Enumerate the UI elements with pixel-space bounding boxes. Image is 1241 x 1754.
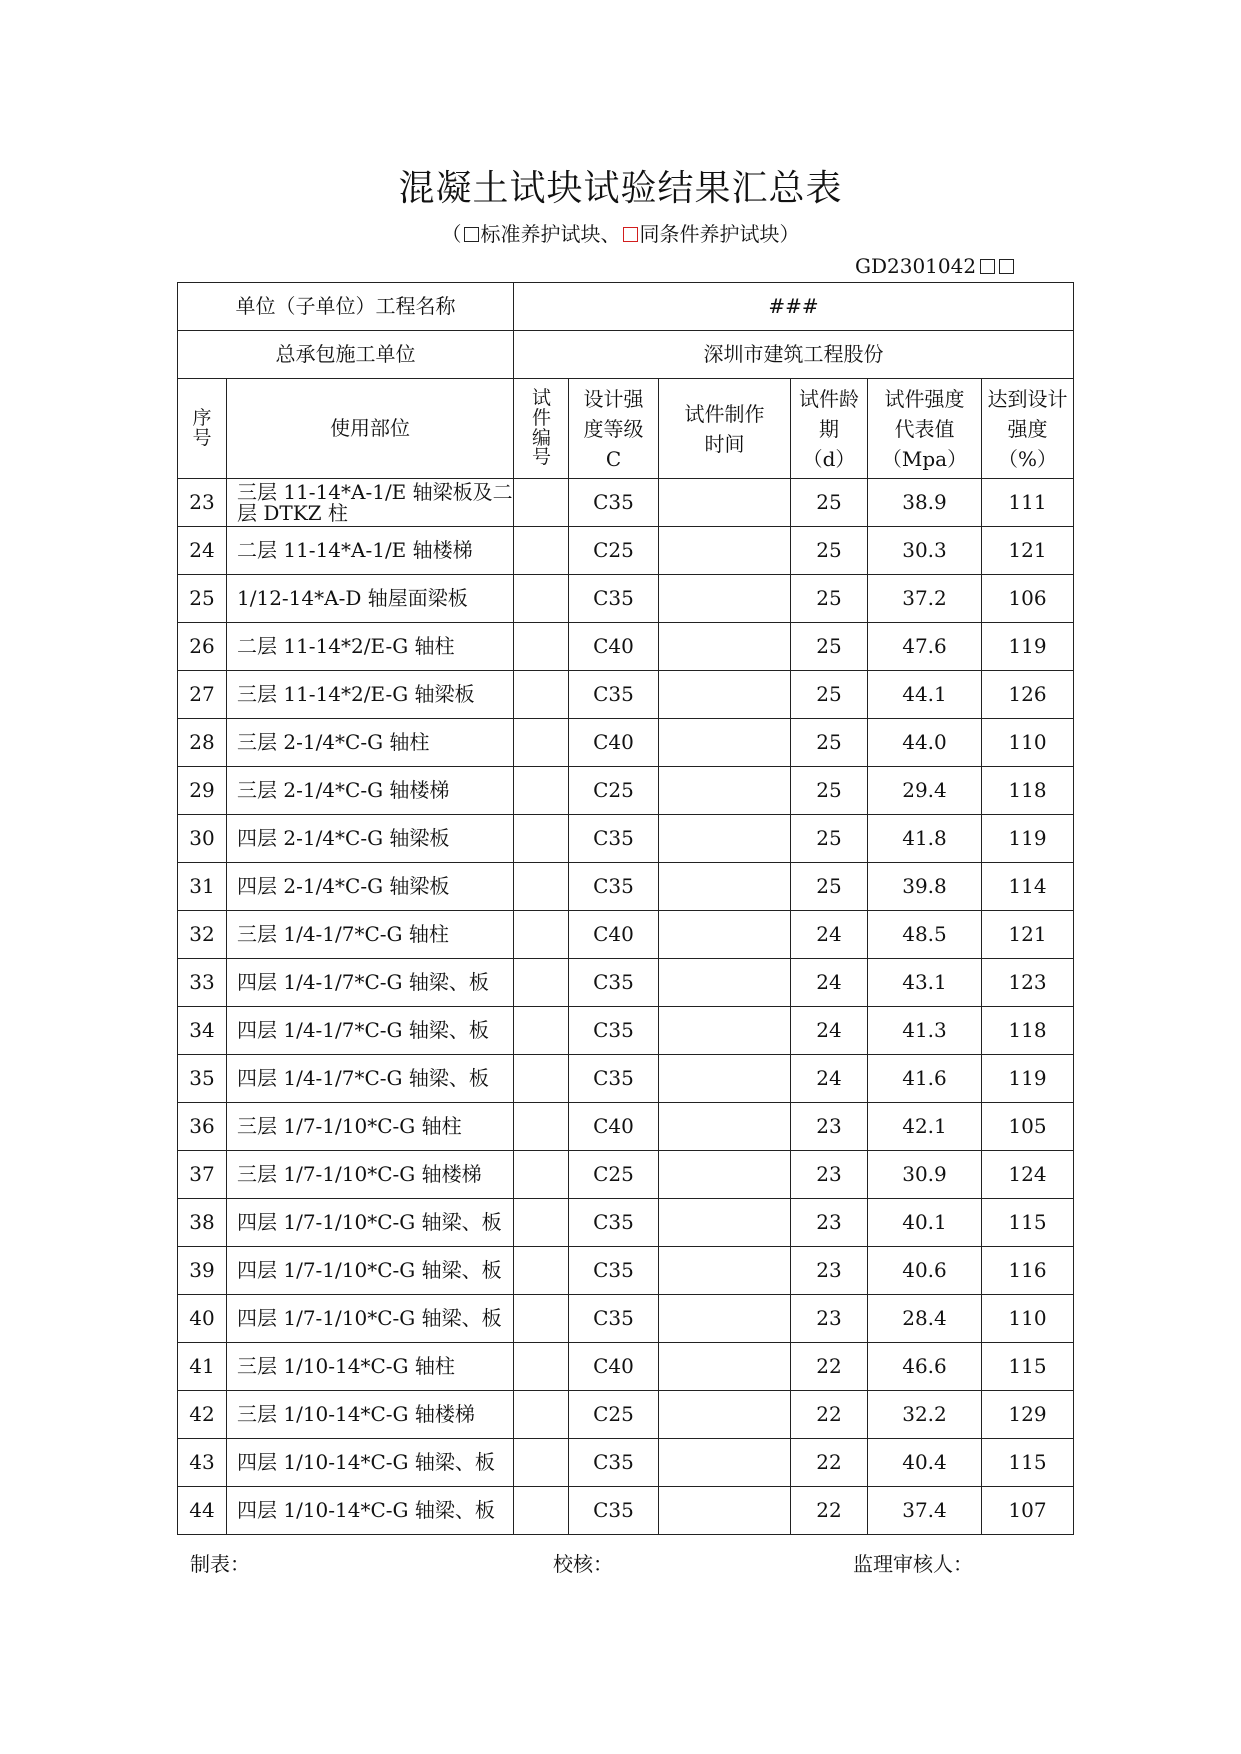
cell-strength: 40.4	[868, 1439, 982, 1487]
cell-strength: 41.3	[868, 1007, 982, 1055]
cell-percent: 124	[982, 1151, 1074, 1199]
cell-age: 22	[791, 1439, 868, 1487]
cell-make-time	[659, 1439, 791, 1487]
cell-seq: 32	[178, 911, 227, 959]
cell-location: 三层 11-14*A-1/E 轴梁板及二层 DTKZ 柱	[227, 479, 514, 527]
box-icon	[980, 259, 995, 274]
cell-age: 23	[791, 1199, 868, 1247]
cell-grade: C25	[569, 1151, 659, 1199]
cell-seq: 40	[178, 1295, 227, 1343]
cell-grade: C35	[569, 671, 659, 719]
cell-location: 四层 1/4-1/7*C-G 轴梁、板	[227, 1055, 514, 1103]
cell-strength: 28.4	[868, 1295, 982, 1343]
cell-age: 25	[791, 575, 868, 623]
cell-age: 25	[791, 863, 868, 911]
subtitle-close: ）	[779, 222, 800, 246]
cell-specimen-no	[514, 1007, 569, 1055]
cell-seq: 35	[178, 1055, 227, 1103]
cell-location: 四层 1/7-1/10*C-G 轴梁、板	[227, 1295, 514, 1343]
cell-specimen-no	[514, 1343, 569, 1391]
subtitle-standard: 标准养护试块、	[480, 222, 621, 246]
col-strength: 试件强度代表值（Mpa）	[868, 379, 982, 479]
cell-age: 25	[791, 671, 868, 719]
cell-make-time	[659, 719, 791, 767]
cell-percent: 110	[982, 1295, 1074, 1343]
col-make-time: 试件制作时间	[659, 379, 791, 479]
cell-age: 25	[791, 815, 868, 863]
cell-specimen-no	[514, 527, 569, 575]
cell-grade: C35	[569, 959, 659, 1007]
cell-location: 三层 1/4-1/7*C-G 轴柱	[227, 911, 514, 959]
cell-make-time	[659, 1343, 791, 1391]
cell-seq: 23	[178, 479, 227, 527]
cell-percent: 123	[982, 959, 1074, 1007]
footer-prepared: 制表：	[190, 1552, 250, 1576]
table-row	[178, 719, 1074, 767]
cell-grade: C25	[569, 767, 659, 815]
table-row	[178, 1151, 1074, 1199]
cell-seq: 43	[178, 1439, 227, 1487]
cell-percent: 105	[982, 1103, 1074, 1151]
cell-age: 24	[791, 1007, 868, 1055]
cell-seq: 39	[178, 1247, 227, 1295]
table-row	[178, 767, 1074, 815]
col-specimen-no: 试件编号	[514, 379, 569, 479]
subtitle	[0, 218, 1241, 247]
table-row	[178, 1487, 1074, 1535]
cell-seq: 28	[178, 719, 227, 767]
cell-age: 24	[791, 1055, 868, 1103]
cell-grade: C25	[569, 1391, 659, 1439]
footer-checked: 校核：	[553, 1552, 613, 1576]
cell-strength: 30.9	[868, 1151, 982, 1199]
cell-age: 25	[791, 719, 868, 767]
cell-specimen-no	[514, 767, 569, 815]
cell-make-time	[659, 1151, 791, 1199]
cell-age: 25	[791, 527, 868, 575]
table-row	[178, 1199, 1074, 1247]
cell-strength: 42.1	[868, 1103, 982, 1151]
cell-percent: 116	[982, 1247, 1074, 1295]
table-row	[178, 1103, 1074, 1151]
doc-code: GD2301042	[855, 254, 977, 278]
cell-strength: 41.8	[868, 815, 982, 863]
cell-make-time	[659, 767, 791, 815]
cell-strength: 32.2	[868, 1391, 982, 1439]
col-age: 试件龄期（d）	[791, 379, 868, 479]
cell-specimen-no	[514, 1391, 569, 1439]
cell-percent: 115	[982, 1439, 1074, 1487]
cell-location: 三层 11-14*2/E-G 轴梁板	[227, 671, 514, 719]
table-row	[178, 479, 1074, 527]
box-icon	[999, 259, 1014, 274]
cell-location: 1/12-14*A-D 轴屋面梁板	[227, 575, 514, 623]
table-row	[178, 1343, 1074, 1391]
cell-make-time	[659, 671, 791, 719]
cell-specimen-no	[514, 1103, 569, 1151]
table-row	[178, 671, 1074, 719]
cell-seq: 42	[178, 1391, 227, 1439]
cell-grade: C35	[569, 479, 659, 527]
cell-location: 二层 11-14*A-1/E 轴楼梯	[227, 527, 514, 575]
subtitle-same-condition: 同条件养护试块	[639, 222, 780, 246]
cell-grade: C40	[569, 911, 659, 959]
cell-strength: 40.6	[868, 1247, 982, 1295]
cell-seq: 24	[178, 527, 227, 575]
cell-location: 三层 1/7-1/10*C-G 轴楼梯	[227, 1151, 514, 1199]
cell-make-time	[659, 1295, 791, 1343]
cell-seq: 29	[178, 767, 227, 815]
cell-make-time	[659, 1247, 791, 1295]
table-row	[178, 911, 1074, 959]
cell-make-time	[659, 1007, 791, 1055]
contractor-label: 总承包施工单位	[178, 331, 514, 379]
table-row	[178, 959, 1074, 1007]
cell-make-time	[659, 863, 791, 911]
cell-grade: C40	[569, 623, 659, 671]
cell-specimen-no	[514, 1247, 569, 1295]
checkbox-standard-icon	[464, 227, 479, 242]
cell-percent: 126	[982, 671, 1074, 719]
table-row	[178, 863, 1074, 911]
cell-location: 三层 1/10-14*C-G 轴楼梯	[227, 1391, 514, 1439]
cell-grade: C40	[569, 1103, 659, 1151]
cell-seq: 44	[178, 1487, 227, 1535]
cell-seq: 34	[178, 1007, 227, 1055]
cell-specimen-no	[514, 575, 569, 623]
cell-age: 24	[791, 911, 868, 959]
cell-strength: 40.1	[868, 1199, 982, 1247]
cell-specimen-no	[514, 863, 569, 911]
table-row	[178, 815, 1074, 863]
cell-age: 25	[791, 767, 868, 815]
cell-specimen-no	[514, 1487, 569, 1535]
cell-location: 四层 1/10-14*C-G 轴梁、板	[227, 1439, 514, 1487]
table-row	[178, 1007, 1074, 1055]
cell-location: 四层 1/4-1/7*C-G 轴梁、板	[227, 959, 514, 1007]
cell-strength: 29.4	[868, 767, 982, 815]
project-row	[178, 283, 1074, 331]
cell-percent: 121	[982, 911, 1074, 959]
cell-seq: 37	[178, 1151, 227, 1199]
contractor-value: 深圳市建筑工程股份	[514, 331, 1074, 379]
cell-specimen-no	[514, 815, 569, 863]
cell-grade: C35	[569, 1439, 659, 1487]
cell-make-time	[659, 1391, 791, 1439]
cell-percent: 119	[982, 815, 1074, 863]
cell-specimen-no	[514, 911, 569, 959]
cell-seq: 38	[178, 1199, 227, 1247]
column-header-row	[178, 379, 1074, 479]
cell-percent: 111	[982, 479, 1074, 527]
cell-location: 三层 1/7-1/10*C-G 轴柱	[227, 1103, 514, 1151]
cell-location: 四层 1/7-1/10*C-G 轴梁、板	[227, 1247, 514, 1295]
contractor-row	[178, 331, 1074, 379]
cell-grade: C35	[569, 1055, 659, 1103]
cell-grade: C35	[569, 575, 659, 623]
cell-strength: 44.0	[868, 719, 982, 767]
cell-percent: 118	[982, 767, 1074, 815]
cell-make-time	[659, 1199, 791, 1247]
cell-specimen-no	[514, 671, 569, 719]
cell-make-time	[659, 959, 791, 1007]
cell-specimen-no	[514, 479, 569, 527]
cell-specimen-no	[514, 1199, 569, 1247]
cell-age: 22	[791, 1391, 868, 1439]
cell-specimen-no	[514, 1439, 569, 1487]
cell-strength: 38.9	[868, 479, 982, 527]
cell-age: 24	[791, 959, 868, 1007]
checkbox-same-condition-icon	[623, 227, 638, 242]
cell-make-time	[659, 575, 791, 623]
cell-strength: 48.5	[868, 911, 982, 959]
cell-percent: 129	[982, 1391, 1074, 1439]
table-row	[178, 1295, 1074, 1343]
cell-grade: C35	[569, 815, 659, 863]
cell-location: 三层 2-1/4*C-G 轴楼梯	[227, 767, 514, 815]
cell-strength: 37.4	[868, 1487, 982, 1535]
table-row	[178, 527, 1074, 575]
cell-make-time	[659, 911, 791, 959]
table-row	[178, 1247, 1074, 1295]
col-location: 使用部位	[227, 379, 514, 479]
cell-seq: 30	[178, 815, 227, 863]
cell-specimen-no	[514, 959, 569, 1007]
cell-make-time	[659, 815, 791, 863]
cell-age: 23	[791, 1103, 868, 1151]
page-title: 混凝土试块试验结果汇总表	[398, 168, 843, 209]
cell-make-time	[659, 527, 791, 575]
cell-make-time	[659, 623, 791, 671]
table-row	[178, 1439, 1074, 1487]
cell-age: 23	[791, 1295, 868, 1343]
cell-grade: C40	[569, 1343, 659, 1391]
cell-percent: 115	[982, 1343, 1074, 1391]
cell-specimen-no	[514, 1151, 569, 1199]
cell-make-time	[659, 479, 791, 527]
cell-age: 23	[791, 1247, 868, 1295]
cell-seq: 31	[178, 863, 227, 911]
results-table	[177, 282, 1074, 1535]
cell-strength: 37.2	[868, 575, 982, 623]
col-seq: 序号	[178, 379, 227, 479]
cell-specimen-no	[514, 719, 569, 767]
cell-seq: 25	[178, 575, 227, 623]
cell-percent: 119	[982, 1055, 1074, 1103]
cell-seq: 41	[178, 1343, 227, 1391]
doc-code-line	[855, 254, 1014, 278]
project-label: 单位（子单位）工程名称	[178, 283, 514, 331]
cell-specimen-no	[514, 1295, 569, 1343]
cell-percent: 107	[982, 1487, 1074, 1535]
cell-percent: 121	[982, 527, 1074, 575]
cell-strength: 39.8	[868, 863, 982, 911]
cell-strength: 44.1	[868, 671, 982, 719]
cell-location: 四层 1/10-14*C-G 轴梁、板	[227, 1487, 514, 1535]
cell-location: 四层 1/4-1/7*C-G 轴梁、板	[227, 1007, 514, 1055]
cell-age: 25	[791, 623, 868, 671]
cell-strength: 41.6	[868, 1055, 982, 1103]
cell-specimen-no	[514, 1055, 569, 1103]
footer-supervisor: 监理审核人：	[853, 1552, 973, 1576]
cell-strength: 47.6	[868, 623, 982, 671]
cell-make-time	[659, 1055, 791, 1103]
cell-grade: C40	[569, 719, 659, 767]
table-row	[178, 1391, 1074, 1439]
cell-percent: 106	[982, 575, 1074, 623]
cell-percent: 114	[982, 863, 1074, 911]
cell-specimen-no	[514, 623, 569, 671]
cell-age: 22	[791, 1487, 868, 1535]
cell-percent: 118	[982, 1007, 1074, 1055]
cell-location: 三层 1/10-14*C-G 轴柱	[227, 1343, 514, 1391]
cell-seq: 26	[178, 623, 227, 671]
cell-age: 25	[791, 479, 868, 527]
table-row	[178, 623, 1074, 671]
subtitle-open: （	[441, 222, 462, 246]
cell-strength: 46.6	[868, 1343, 982, 1391]
cell-seq: 36	[178, 1103, 227, 1151]
cell-percent: 119	[982, 623, 1074, 671]
cell-location: 二层 11-14*2/E-G 轴柱	[227, 623, 514, 671]
cell-grade: C35	[569, 1007, 659, 1055]
cell-age: 23	[791, 1151, 868, 1199]
col-percent: 达到设计强度（%）	[982, 379, 1074, 479]
project-value: ###	[514, 283, 1074, 331]
cell-seq: 33	[178, 959, 227, 1007]
table-row	[178, 575, 1074, 623]
cell-location: 四层 2-1/4*C-G 轴梁板	[227, 815, 514, 863]
cell-grade: C35	[569, 1295, 659, 1343]
cell-location: 三层 2-1/4*C-G 轴柱	[227, 719, 514, 767]
cell-make-time	[659, 1103, 791, 1151]
cell-seq: 27	[178, 671, 227, 719]
cell-grade: C35	[569, 1247, 659, 1295]
cell-location: 四层 1/7-1/10*C-G 轴梁、板	[227, 1199, 514, 1247]
cell-grade: C35	[569, 1487, 659, 1535]
cell-strength: 30.3	[868, 527, 982, 575]
cell-age: 22	[791, 1343, 868, 1391]
cell-grade: C25	[569, 527, 659, 575]
cell-location: 四层 2-1/4*C-G 轴梁板	[227, 863, 514, 911]
cell-grade: C35	[569, 863, 659, 911]
col-grade: 设计强度等级C	[569, 379, 659, 479]
cell-grade: C35	[569, 1199, 659, 1247]
cell-percent: 110	[982, 719, 1074, 767]
cell-strength: 43.1	[868, 959, 982, 1007]
cell-make-time	[659, 1487, 791, 1535]
table-row	[178, 1055, 1074, 1103]
cell-percent: 115	[982, 1199, 1074, 1247]
